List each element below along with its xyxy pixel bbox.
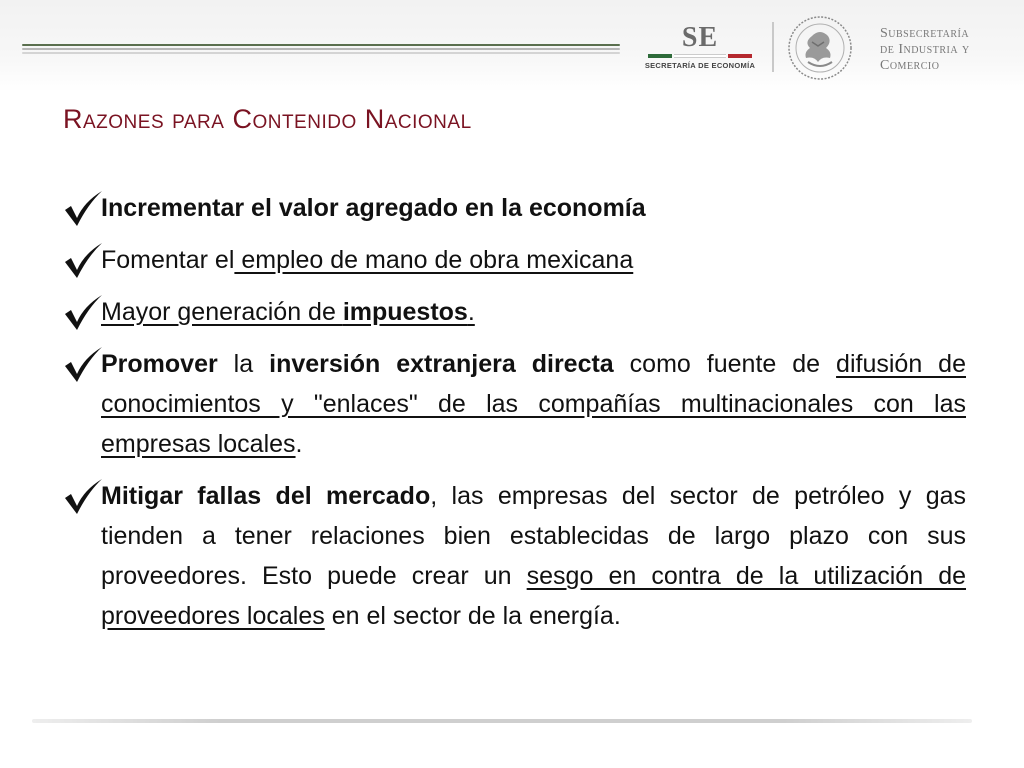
checkmark-icon — [62, 240, 104, 280]
header-decorative-lines — [22, 44, 620, 54]
bullet-text-segment: en el sector de la energía. — [324, 602, 621, 630]
bullet-text-segment: . — [295, 430, 303, 458]
logo-green-bar — [648, 54, 672, 58]
se-logo — [640, 22, 760, 74]
bullet-text-segment: la — [217, 350, 270, 378]
bullet-text-segment: difusión de conocimientos y "enlaces" de las compañías multinacionales con las empresas locales — [101, 350, 966, 458]
checkmark-icon — [62, 188, 104, 228]
subsecretaria-line-1: Subsecretaría — [880, 26, 970, 41]
bullet-item — [58, 476, 966, 636]
bullet-text-segment: Incrementar el valor agregado en la economía — [101, 194, 646, 222]
bullet-text-segment: Fomentar el — [101, 246, 235, 274]
bullet-text-segment: Mayor generación de — [101, 298, 343, 326]
bullet-text-segment: empleo de mano de obra mexicana — [234, 246, 634, 274]
header-divider — [772, 22, 774, 72]
bullet-text-segment: . — [467, 298, 475, 326]
slide-title: Razones para Contenido Nacional — [63, 104, 472, 134]
mexican-coat-of-arms-icon — [782, 14, 858, 82]
bullet-text-segment: impuestos — [342, 298, 468, 326]
bullet-text-segment: Promover — [101, 350, 218, 378]
logo-white-bar — [674, 54, 726, 58]
subsecretaria-line-3: Comercio — [880, 58, 940, 73]
footer-divider — [32, 719, 972, 723]
bullet-item — [58, 240, 966, 280]
bullet-text-segment: , las empresas del sector de petróleo y gas tienden a tener relaciones bien establecidas de largo plazo con sus proveedores. Esto puede crear un — [101, 482, 967, 590]
logo-caption: SECRETARÍA DE ECONOMÍA — [644, 61, 756, 70]
bullet-list — [58, 188, 966, 636]
bullet-text-segment: inversión extranjera directa — [269, 350, 614, 378]
bullet-item — [58, 188, 966, 228]
bullet-text-segment: Mitigar fallas del mercado — [101, 482, 431, 510]
logo-red-bar — [728, 54, 752, 58]
bullet-item — [58, 344, 966, 464]
checkmark-icon — [62, 292, 104, 332]
bullet-text-segment: sesgo en contra de la utilización de proveedores locales — [101, 562, 967, 630]
logo-mark: SE — [681, 22, 719, 53]
bullet-text-segment: como fuente de — [613, 350, 837, 378]
subsecretaria-line-2: de Industria y — [880, 42, 970, 57]
checkmark-icon — [62, 476, 104, 516]
bullet-item — [58, 292, 966, 332]
subsecretaria-label — [880, 26, 1010, 74]
checkmark-icon — [62, 344, 104, 384]
